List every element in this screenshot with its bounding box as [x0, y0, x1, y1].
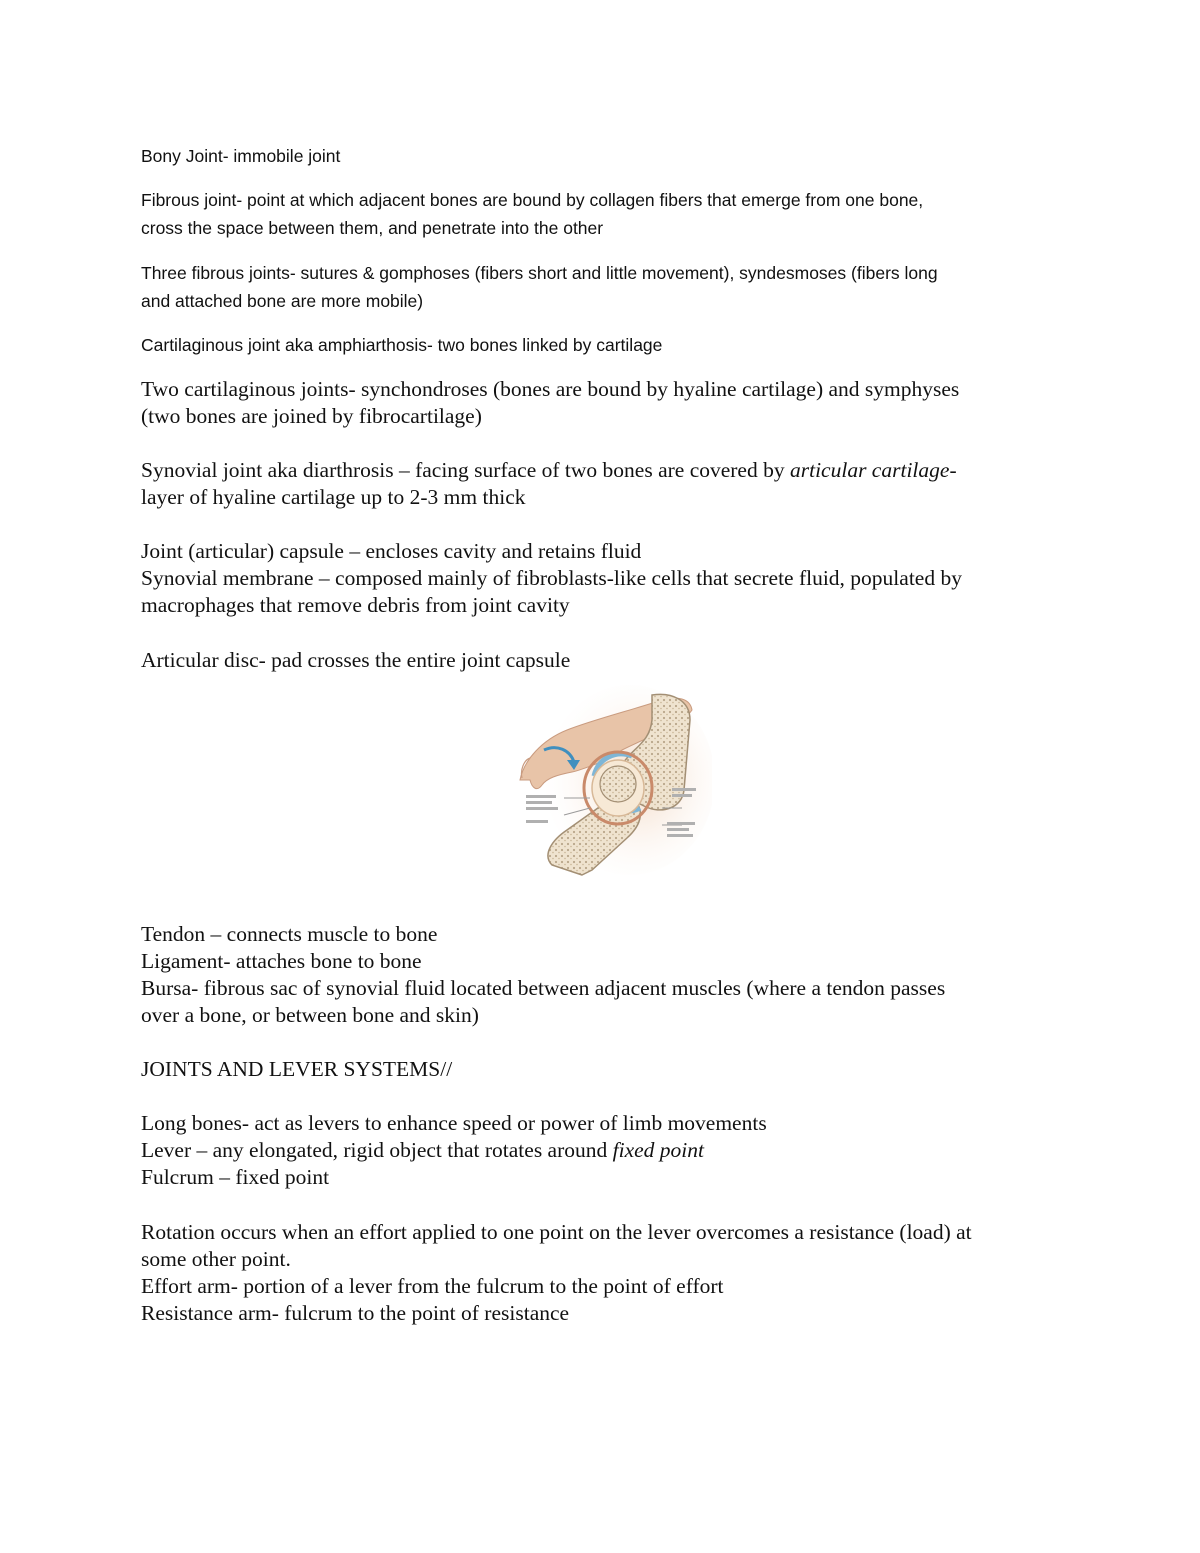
synovial-joint-illustration	[512, 680, 712, 880]
bone-head	[600, 766, 636, 802]
text-two-cartilaginous-line2: (two bones are joined by fibrocartilage)	[141, 404, 482, 428]
text-long-bones: Long bones- act as levers to enhance speed or power of limb movements	[141, 1111, 767, 1135]
text-synovial-membrane-line1: Synovial membrane – composed mainly of fibroblasts-like cells that secrete fluid, populated by	[141, 566, 962, 590]
heading-joints-lever-systems: JOINTS AND LEVER SYSTEMS//	[141, 1057, 453, 1081]
text-bursa-line1: Bursa- fibrous sac of synovial fluid located between adjacent muscles (where a tendon passes	[141, 976, 946, 1000]
text-synovial-membrane-line2: macrophages that remove debris from joint cavity	[141, 593, 570, 617]
text-fibrous-joint-line2: cross the space between them, and penetrate into the other	[141, 218, 604, 238]
text-bursa-line2: over a bone, or between bone and skin)	[141, 1003, 479, 1027]
text-articular-cartilage: articular cartilage	[789, 458, 950, 482]
text-bony-joint: Bony Joint- immobile joint	[141, 146, 341, 166]
text-rotation-line2: some other point.	[141, 1247, 291, 1271]
text-resistance-arm: Resistance arm- fulcrum to the point of resistance	[141, 1301, 570, 1325]
text-rotation-line1: Rotation occurs when an effort applied to one point on the lever overcomes a resistance (load) at	[141, 1220, 972, 1244]
text-synovial-joint-part-c: -	[949, 458, 957, 482]
joint-diagram-svg	[512, 680, 712, 880]
text-articular-disc: Articular disc- pad crosses the entire joint capsule	[141, 648, 571, 672]
text-synovial-joint-line1	[141, 457, 1071, 484]
text-effort-arm: Effort arm- portion of a lever from the fulcrum to the point of effort	[141, 1274, 724, 1298]
text-three-fibrous-line1: Three fibrous joints- sutures & gomphoses (fibers short and little movement), syndesmoses (fibers long	[141, 263, 938, 283]
text-synovial-joint-line2: layer of hyaline cartilage up to 2-3 mm thick	[141, 485, 526, 509]
text-tendon: Tendon – connects muscle to bone	[141, 922, 438, 946]
text-cartilaginous-joint: Cartilaginous joint aka amphiarthosis- two bones linked by cartilage	[141, 335, 663, 355]
text-lever	[141, 1137, 1071, 1164]
text-fulcrum: Fulcrum – fixed point	[141, 1165, 330, 1189]
text-three-fibrous-line2: and attached bone are more mobile)	[141, 291, 424, 311]
text-fixed-point: fixed point	[612, 1138, 704, 1162]
text-synovial-joint-part-a: Synovial joint aka diarthrosis – facing surface of two bones are covered by	[141, 458, 790, 482]
text-ligament: Ligament- attaches bone to bone	[141, 949, 422, 973]
text-two-cartilaginous-line1: Two cartilaginous joints- synchondroses (bones are bound by hyaline cartilage) and symphyses	[141, 377, 960, 401]
text-fibrous-joint-line1: Fibrous joint- point at which adjacent bones are bound by collagen fibers that emerge from one bone,	[141, 190, 924, 210]
text-lever-part-a: Lever – any elongated, rigid object that rotates around	[141, 1138, 613, 1162]
text-joint-capsule: Joint (articular) capsule – encloses cavity and retains fluid	[141, 539, 642, 563]
